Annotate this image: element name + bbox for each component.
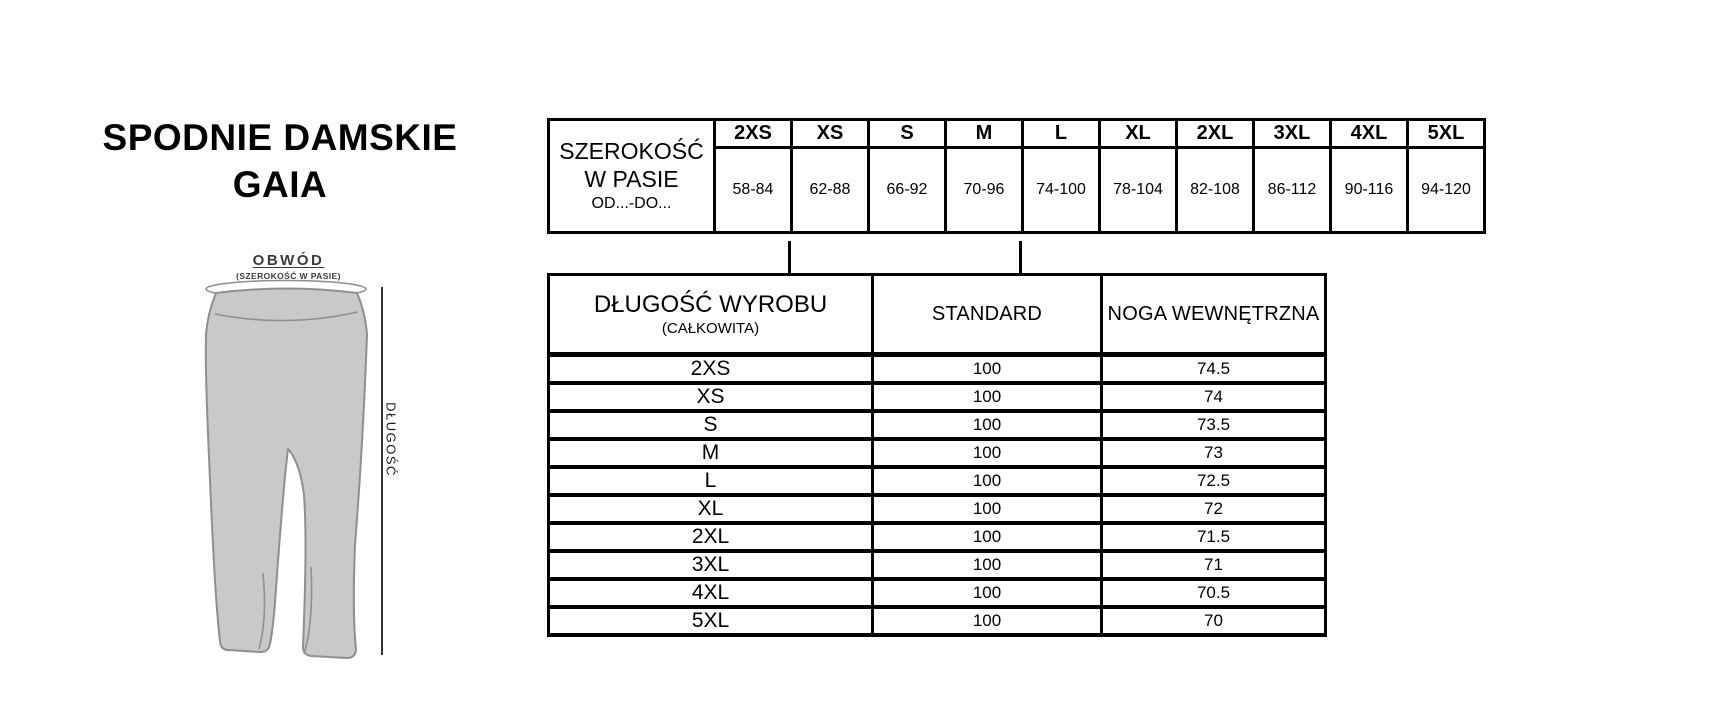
waist-range-cell: 90-116 [1331,148,1408,233]
waist-range-cell: 94-120 [1408,148,1485,233]
row-size-cell: S [549,411,873,439]
row-size-cell: 2XS [549,355,873,384]
row-standard-cell: 100 [873,467,1102,495]
length-table-row [549,551,1326,579]
waist-range-cell: 70-96 [946,148,1023,233]
waist-range-cell: 58-84 [715,148,792,233]
page-title-line1: SPODNIE DAMSKIE [102,117,458,158]
waist-range-cell: 66-92 [869,148,946,233]
product-length-subtitle: (CAŁKOWITA) [661,319,760,337]
page-title [60,114,500,208]
pants-silhouette [206,289,367,659]
row-size-cell: 3XL [549,551,873,579]
pants-diagram [170,235,420,665]
row-inner-leg-cell: 73.5 [1102,411,1326,439]
size-header-cell: S [869,120,946,148]
row-inner-leg-cell: 70 [1102,607,1326,635]
product-length-title: DŁUGOŚĆ WYROBU [593,290,828,318]
waist-table-subtitle: OD...-DO... [591,195,672,212]
row-standard-cell: 100 [873,355,1102,384]
waist-table-size-row [549,120,1485,148]
size-header-cell: 3XL [1254,120,1331,148]
size-header-cell: M [946,120,1023,148]
waist-range-cell: 78-104 [1100,148,1177,233]
length-table-row [549,495,1326,523]
row-inner-leg-cell: 70.5 [1102,579,1326,607]
length-table-row [549,411,1326,439]
row-standard-cell: 100 [873,439,1102,467]
length-table-row [549,523,1326,551]
waist-range-cell: 86-112 [1254,148,1331,233]
length-table-row [549,355,1326,384]
length-table-header-row [549,275,1326,355]
row-inner-leg-cell: 74 [1102,383,1326,411]
waist-circumference-sublabel: (SZEROKOŚĆ W PASIE) [236,271,341,281]
row-standard-cell: 100 [873,579,1102,607]
size-header-cell: 4XL [1331,120,1408,148]
waist-range-cell: 82-108 [1177,148,1254,233]
row-size-cell: 5XL [549,607,873,635]
row-inner-leg-cell: 73 [1102,439,1326,467]
length-table-row [549,439,1326,467]
row-inner-leg-cell: 72.5 [1102,467,1326,495]
inner-leg-column-header: NOGA WEWNĘTRZNA [1102,275,1326,355]
length-table-col1-header [549,275,873,355]
row-size-cell: XL [549,495,873,523]
waist-range-cell: 74-100 [1023,148,1100,233]
row-standard-cell: 100 [873,551,1102,579]
row-standard-cell: 100 [873,607,1102,635]
row-size-cell: L [549,467,873,495]
row-inner-leg-cell: 71 [1102,551,1326,579]
size-header-cell: 2XL [1177,120,1254,148]
length-table-row [549,579,1326,607]
row-inner-leg-cell: 72 [1102,495,1326,523]
row-size-cell: XS [549,383,873,411]
length-table-body [549,355,1326,636]
waist-size-table [547,118,1486,234]
table-connector-line-right [1019,241,1022,276]
page-title-line2: GAIA [232,164,328,205]
length-table-row [549,467,1326,495]
waist-table-title: SZEROKOŚĆ W PASIE [559,138,704,192]
row-size-cell: 4XL [549,579,873,607]
size-header-cell: L [1023,120,1100,148]
waist-circumference-label: OBWÓD [252,252,325,269]
row-standard-cell: 100 [873,383,1102,411]
row-size-cell: M [549,439,873,467]
row-standard-cell: 100 [873,495,1102,523]
length-table-row [549,607,1326,635]
waist-table-header-cell [549,120,715,233]
waist-range-cell: 62-88 [792,148,869,233]
size-header-cell: 2XS [715,120,792,148]
standard-column-header: STANDARD [873,275,1102,355]
row-standard-cell: 100 [873,523,1102,551]
length-table [547,273,1327,637]
length-table-row [549,383,1326,411]
size-header-cell: XL [1100,120,1177,148]
length-label: DŁUGOŚĆ [383,402,399,477]
row-size-cell: 2XL [549,523,873,551]
size-header-cell: XS [792,120,869,148]
row-inner-leg-cell: 71.5 [1102,523,1326,551]
row-inner-leg-cell: 74.5 [1102,355,1326,384]
row-standard-cell: 100 [873,411,1102,439]
size-header-cell: 5XL [1408,120,1485,148]
table-connector-line-left [788,241,791,276]
